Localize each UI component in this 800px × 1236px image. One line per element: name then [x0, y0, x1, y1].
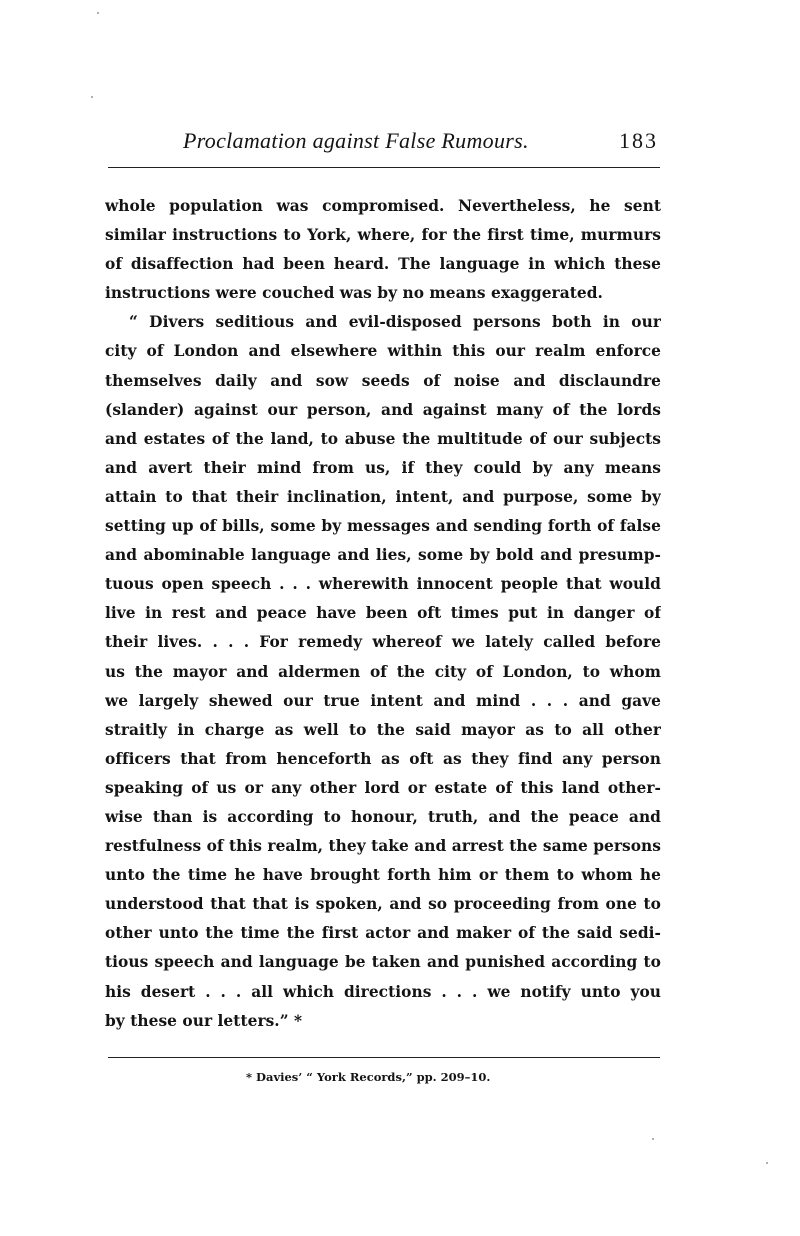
text-line: we largely shewed our true intent and mind . . . and gave: [105, 691, 661, 710]
text-line: live in rest and peace have been oft times put in danger of: [105, 604, 661, 623]
body-text: [105, 193, 661, 1037]
text-line: understood that that is spoken, and so proceeding from one to: [105, 895, 661, 914]
text-line: themselves daily and sow seeds of noise and disclaundre: [105, 371, 661, 390]
text-line: wise than is according to honour, truth, and the peace and: [105, 807, 661, 826]
text-line: and estates of the land, to abuse the multitude of our subjects: [105, 429, 661, 448]
text-line: (slander) against our person, and against many of the lords: [105, 400, 661, 419]
quote-end-line: by these our letters.” *: [105, 1011, 303, 1030]
footnote: * Davies’ “ York Records,” pp. 209–10.: [246, 1070, 491, 1084]
text-line: instructions were couched was by no means exaggerated.: [105, 284, 603, 303]
text-line: their lives. . . . For remedy whereof we lately called before: [105, 633, 661, 652]
text-line: other unto the time the first actor and maker of the said sedi-: [105, 924, 661, 943]
text-line: tuous open speech . . . wherewith innocent people that would: [105, 575, 661, 594]
text-line: attain to that their inclination, intent, and purpose, some by: [105, 487, 661, 506]
paper-speck: [91, 96, 93, 98]
text-line: similar instructions to York, where, for the first time, murmurs: [105, 226, 661, 245]
text-line: unto the time he have brought forth him or them to whom he: [105, 866, 661, 885]
text-line: us the mayor and aldermen of the city of London, to whom: [105, 662, 661, 681]
text-line: restfulness of this realm, they take and arrest the same persons: [105, 837, 661, 856]
text-line: and avert their mind from us, if they could by any means: [105, 458, 661, 477]
footnote-rule: [108, 1057, 660, 1058]
text-line: officers that from henceforth as oft as they find any person: [105, 749, 661, 768]
text-line: his desert . . . all which directions . . . we notify unto you: [105, 982, 661, 1001]
text-line: setting up of bills, some by messages and sending forth of false: [105, 517, 661, 536]
text-line: tious speech and language be taken and punished according to: [105, 953, 661, 972]
text-line: and abominable language and lies, some by bold and presump-: [105, 546, 661, 565]
text-line: of disaffection had been heard. The language in which these: [105, 255, 661, 274]
text-line: straitly in charge as well to the said mayor as to all other: [105, 720, 661, 739]
text-line: whole population was compromised. Nevertheless, he sent: [105, 197, 661, 215]
text-line: city of London and elsewhere within this our realm enforce: [105, 342, 661, 361]
running-title: Proclamation against False Rumours.: [183, 128, 529, 153]
paper-speck: [652, 1138, 654, 1140]
quote-start-line: “ Divers seditious and evil-disposed persons both in our: [129, 313, 661, 332]
running-head: [108, 128, 660, 160]
page-number: 183: [619, 128, 658, 153]
header-rule: [108, 167, 660, 168]
paper-speck: [766, 1162, 768, 1164]
text-line: speaking of us or any other lord or estate of this land other-: [105, 778, 661, 797]
paper-speck: [97, 12, 99, 14]
